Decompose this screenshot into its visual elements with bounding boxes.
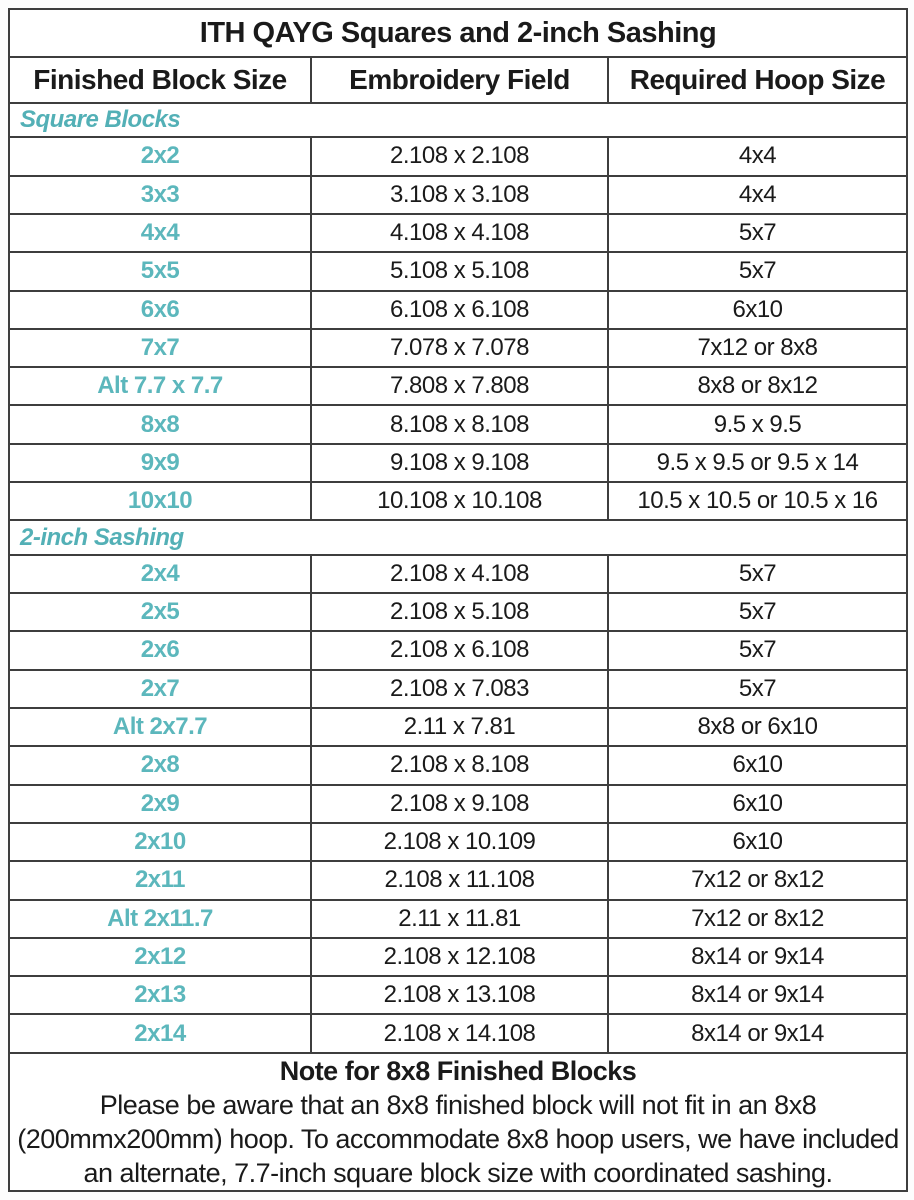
hoop-size-cell: 8x14 or 9x14: [608, 976, 907, 1014]
embroidery-field-cell: 2.108 x 2.108: [311, 137, 608, 175]
table-row: [9, 823, 907, 861]
section-row: [9, 103, 907, 137]
hoop-size-cell: 5x7: [608, 252, 907, 290]
hoop-size-cell: 5x7: [608, 214, 907, 252]
block-size-cell: 2x13: [9, 976, 311, 1014]
note-row: [9, 1053, 907, 1191]
embroidery-field-cell: 2.108 x 6.108: [311, 631, 608, 669]
table-row: [9, 291, 907, 329]
block-size-cell: 2x9: [9, 785, 311, 823]
embroidery-field-cell: 8.108 x 8.108: [311, 405, 608, 443]
block-size-cell: 5x5: [9, 252, 311, 290]
title-row: [9, 9, 907, 57]
column-header-row: [9, 57, 907, 103]
table-row: [9, 708, 907, 746]
table-row: [9, 593, 907, 631]
section-row: [9, 520, 907, 554]
size-chart-table: [8, 8, 908, 1192]
embroidery-field-cell: 2.108 x 9.108: [311, 785, 608, 823]
embroidery-field-cell: 3.108 x 3.108: [311, 176, 608, 214]
block-size-cell: 2x14: [9, 1014, 311, 1053]
hoop-size-cell: 6x10: [608, 746, 907, 784]
table-row: [9, 938, 907, 976]
hoop-size-cell: 7x12 or 8x8: [608, 329, 907, 367]
block-size-cell: Alt 2x11.7: [9, 900, 311, 938]
embroidery-field-cell: 9.108 x 9.108: [311, 444, 608, 482]
hoop-size-cell: 5x7: [608, 670, 907, 708]
block-size-cell: Alt 7.7 x 7.7: [9, 367, 311, 405]
embroidery-field-cell: 5.108 x 5.108: [311, 252, 608, 290]
hoop-size-cell: 7x12 or 8x12: [608, 900, 907, 938]
table-row: [9, 1014, 907, 1053]
hoop-size-cell: 4x4: [608, 137, 907, 175]
table-row: [9, 555, 907, 593]
hoop-size-cell: 6x10: [608, 291, 907, 329]
block-size-cell: 2x7: [9, 670, 311, 708]
table-row: [9, 785, 907, 823]
table-row: [9, 329, 907, 367]
block-size-cell: 9x9: [9, 444, 311, 482]
embroidery-field-cell: 2.108 x 14.108: [311, 1014, 608, 1053]
table-row: [9, 900, 907, 938]
table-row: [9, 252, 907, 290]
block-size-cell: 6x6: [9, 291, 311, 329]
embroidery-field-cell: 2.11 x 7.81: [311, 708, 608, 746]
embroidery-field-cell: 7.078 x 7.078: [311, 329, 608, 367]
column-header-required-hoop-size: Required Hoop Size: [608, 57, 907, 103]
table-row: [9, 405, 907, 443]
block-size-cell: 3x3: [9, 176, 311, 214]
embroidery-field-cell: 7.808 x 7.808: [311, 367, 608, 405]
section-label: Square Blocks: [9, 103, 907, 137]
table-row: [9, 482, 907, 520]
hoop-size-cell: 8x8 or 8x12: [608, 367, 907, 405]
table-title: ITH QAYG Squares and 2-inch Sashing: [9, 9, 907, 57]
hoop-size-cell: 5x7: [608, 593, 907, 631]
embroidery-field-cell: 10.108 x 10.108: [311, 482, 608, 520]
table-row: [9, 137, 907, 175]
table-row: [9, 861, 907, 899]
block-size-cell: 2x11: [9, 861, 311, 899]
embroidery-field-cell: 6.108 x 6.108: [311, 291, 608, 329]
column-header-embroidery-field: Embroidery Field: [311, 57, 608, 103]
embroidery-field-cell: 4.108 x 4.108: [311, 214, 608, 252]
hoop-size-cell: 6x10: [608, 785, 907, 823]
hoop-size-cell: 6x10: [608, 823, 907, 861]
hoop-size-cell: 7x12 or 8x12: [608, 861, 907, 899]
block-size-cell: 2x6: [9, 631, 311, 669]
table-row: [9, 367, 907, 405]
table-row: [9, 214, 907, 252]
column-header-finished-block-size: Finished Block Size: [9, 57, 311, 103]
hoop-size-cell: 8x8 or 6x10: [608, 708, 907, 746]
note-body: Please be aware that an 8x8 finished block will not fit in an 8x8 (200mmx200mm) hoop. To accommodate 8x8 hoop users, we have included an alternate, 7.7-inch square block size with coordinated sashing.: [17, 1090, 899, 1188]
embroidery-field-cell: 2.108 x 11.108: [311, 861, 608, 899]
block-size-cell: 10x10: [9, 482, 311, 520]
block-size-cell: 2x10: [9, 823, 311, 861]
block-size-cell: 2x4: [9, 555, 311, 593]
embroidery-field-cell: 2.108 x 12.108: [311, 938, 608, 976]
embroidery-field-cell: 2.11 x 11.81: [311, 900, 608, 938]
block-size-cell: 4x4: [9, 214, 311, 252]
embroidery-field-cell: 2.108 x 8.108: [311, 746, 608, 784]
block-size-cell: 7x7: [9, 329, 311, 367]
block-size-cell: 2x5: [9, 593, 311, 631]
hoop-size-cell: 5x7: [608, 555, 907, 593]
note-heading: Note for 8x8 Finished Blocks: [279, 1056, 637, 1086]
hoop-size-cell: 9.5 x 9.5: [608, 405, 907, 443]
embroidery-field-cell: 2.108 x 5.108: [311, 593, 608, 631]
block-size-cell: 2x8: [9, 746, 311, 784]
block-size-cell: 2x12: [9, 938, 311, 976]
block-size-cell: 8x8: [9, 405, 311, 443]
table-row: [9, 670, 907, 708]
embroidery-field-cell: 2.108 x 10.109: [311, 823, 608, 861]
table-row: [9, 176, 907, 214]
note-cell: [9, 1053, 907, 1191]
hoop-size-cell: 9.5 x 9.5 or 9.5 x 14: [608, 444, 907, 482]
table-row: [9, 746, 907, 784]
hoop-size-cell: 5x7: [608, 631, 907, 669]
embroidery-field-cell: 2.108 x 4.108: [311, 555, 608, 593]
hoop-size-cell: 4x4: [608, 176, 907, 214]
embroidery-field-cell: 2.108 x 7.083: [311, 670, 608, 708]
table-row: [9, 631, 907, 669]
table-row: [9, 976, 907, 1014]
hoop-size-cell: 8x14 or 9x14: [608, 1014, 907, 1053]
embroidery-field-cell: 2.108 x 13.108: [311, 976, 608, 1014]
hoop-size-cell: 10.5 x 10.5 or 10.5 x 16: [608, 482, 907, 520]
hoop-size-cell: 8x14 or 9x14: [608, 938, 907, 976]
block-size-cell: Alt 2x7.7: [9, 708, 311, 746]
block-size-cell: 2x2: [9, 137, 311, 175]
section-label: 2-inch Sashing: [9, 520, 907, 554]
table-body: [9, 103, 907, 1053]
table-row: [9, 444, 907, 482]
